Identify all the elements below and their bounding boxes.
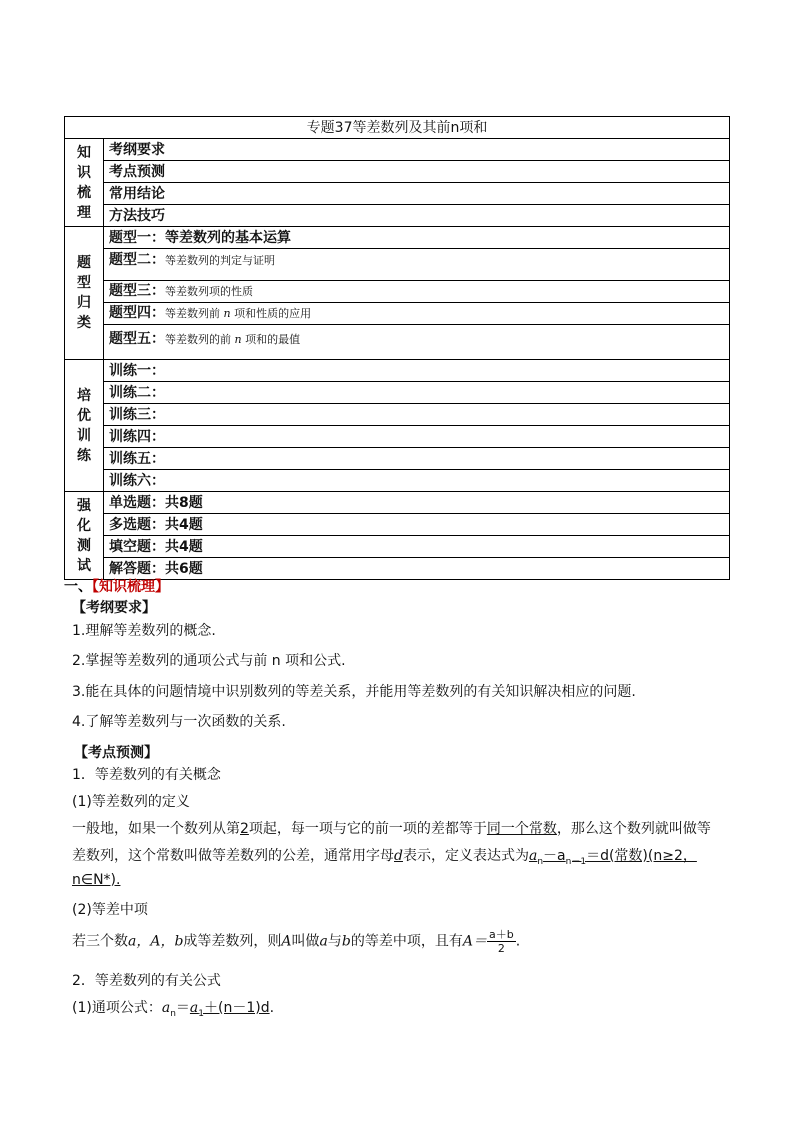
definition-line-3: n∈N*). [72,872,121,888]
outline-item[interactable]: 训练五： [104,448,730,470]
kgyq-item: 2.掌握等差数列的通项公式与前 n 项和公式. [72,653,346,669]
text: ＝d(常数)(n≥2， [586,848,697,864]
variable: a [528,848,538,864]
variable: d [394,848,403,864]
variable: b [341,933,351,950]
text: 若三个数 [72,933,128,950]
group-label-knowledge [65,139,104,227]
group-label-char: 类 [77,315,91,331]
underlined-text: 同一个常数 [486,821,557,837]
group-label-char: 测 [77,537,91,554]
group-label-char: 训 [77,427,91,444]
group-label-char: 归 [77,295,91,311]
section-heading: 【知识梳理】 [92,579,169,595]
outline-item[interactable]: 训练六： [104,470,730,492]
group-label-char: 化 [77,517,91,534]
fraction-denominator: 2 [497,942,505,955]
fraction [487,928,516,955]
group-label-char: 梳 [77,184,91,201]
type-text: 等差数列项的性质 [165,285,253,298]
definition-line-1 [72,818,711,838]
text: 叫做 [291,933,320,950]
text: －a [543,848,566,864]
group-label-char: 培 [77,387,91,404]
outline-item[interactable]: 训练三： [104,404,730,426]
type-tail: 项和性质的应用 [234,307,312,320]
section-prefix: 一、 [64,579,92,595]
underlined-text: 2 [240,821,249,837]
group-label-training [65,360,104,492]
text: ＝ [175,1000,190,1016]
subscript: n [537,856,544,867]
variable: A [281,933,292,950]
text: (1)通项公式： [72,1000,162,1016]
type-head: 题型四： [109,305,165,321]
outline-item[interactable]: 方法技巧 [104,205,730,227]
kdyc-heading: 【考点预测】 [74,745,158,761]
text: 与 [327,933,342,950]
outline-item[interactable]: 训练四： [104,426,730,448]
variable: a [161,1000,171,1016]
text: ，那么这个数列就叫做等 [556,821,711,837]
type-var: n [234,333,242,346]
outline-item[interactable]: 多选题：共4题 [104,514,730,536]
outline-item[interactable] [104,325,730,360]
text: 差数列，这个常数叫做等差数列的公差，通常用字母 [72,848,394,864]
group-label-char: 练 [77,447,91,464]
variable: a，A，b [128,933,184,950]
general-term-line [72,997,274,1019]
kgyq-item: 1.理解等差数列的概念. [72,623,216,639]
text: 成等差数列，则 [183,933,282,950]
paragraph-subheading: (1)等差数列的定义 [72,794,190,810]
fraction-numerator: a＋b [489,928,514,941]
kgyq-item: 3.能在具体的问题情境中识别数列的等差关系，并能用等差数列的有关知识解决相应的问题. [72,684,636,700]
type-var: n [223,307,231,320]
outline-item[interactable]: 填空题：共4题 [104,536,730,558]
group-label-char: 题 [77,255,91,271]
paragraph-heading: 2．等差数列的有关公式 [72,973,221,989]
definition-line-2 [72,845,697,867]
type-text: 等差数列前 [165,307,220,320]
text: 一般地，如果一个数列从第 [72,821,240,837]
group-label-types [65,227,104,360]
group-label-tests [65,492,104,580]
type-head: 题型三： [109,283,165,299]
text: 表示，定义表达式为 [402,848,529,864]
type-head: 题型二： [109,252,165,268]
outline-item[interactable]: 考纲要求 [104,139,730,161]
subscript: n [170,1008,176,1019]
definition-formula [528,848,697,867]
section-title [64,576,169,596]
group-label-char: 识 [77,164,91,181]
text: ＋(n－1)d [204,1000,270,1016]
outline-item[interactable]: 考点预测 [104,161,730,183]
outline-item[interactable]: 解答题：共6题 [104,558,730,580]
variable: A＝ [462,933,487,950]
type-text: 等差数列的判定与证明 [165,254,275,267]
group-label-char: 优 [77,407,91,424]
paragraph-subheading: (2)等差中项 [72,902,148,918]
general-term-formula [189,1000,270,1019]
type-head: 题型五： [109,331,165,347]
paragraph-heading: 1．等差数列的有关概念 [72,767,221,783]
subscript: n－1 [565,856,587,867]
variable: a [319,933,328,950]
subscript: 1 [198,1008,205,1019]
outline-item[interactable]: 训练一： [104,360,730,382]
type-text: 等差数列的基本运算 [165,229,291,246]
group-label-char: 强 [77,497,91,514]
outline-item[interactable] [104,281,730,303]
type-text: 等差数列的前 [165,333,231,346]
type-head: 题型一： [109,229,165,246]
variable: a [189,1000,199,1016]
group-label-char: 型 [77,275,91,291]
group-label-char: 试 [77,557,91,574]
outline-item[interactable]: 训练二： [104,382,730,404]
group-label-char: 知 [77,144,91,161]
outline-table [64,116,730,580]
outline-title: 专题37等差数列及其前n项和 [65,117,730,139]
kgyq-heading: 【考纲要求】 [72,600,156,616]
outline-item[interactable] [104,227,730,249]
text: . [269,1000,275,1016]
kgyq-item: 4.了解等差数列与一次函数的关系. [72,714,286,730]
group-label-char: 理 [77,204,91,221]
text: 的等差中项，且有 [350,933,463,950]
type-tail: 项和的最值 [245,333,301,346]
middle-term-line: 若三个数a，A，b成等差数列，则A叫做a与b的等差中项，且有A＝ $\frac{a+b}{2}$ . [72,928,521,955]
outline-item[interactable] [104,303,730,325]
outline-item[interactable]: 单选题：共8题 [104,492,730,514]
text: 项起，每一项与它的前一项的差都等于 [248,821,487,837]
outline-item[interactable] [104,249,730,281]
outline-item[interactable]: 常用结论 [104,183,730,205]
